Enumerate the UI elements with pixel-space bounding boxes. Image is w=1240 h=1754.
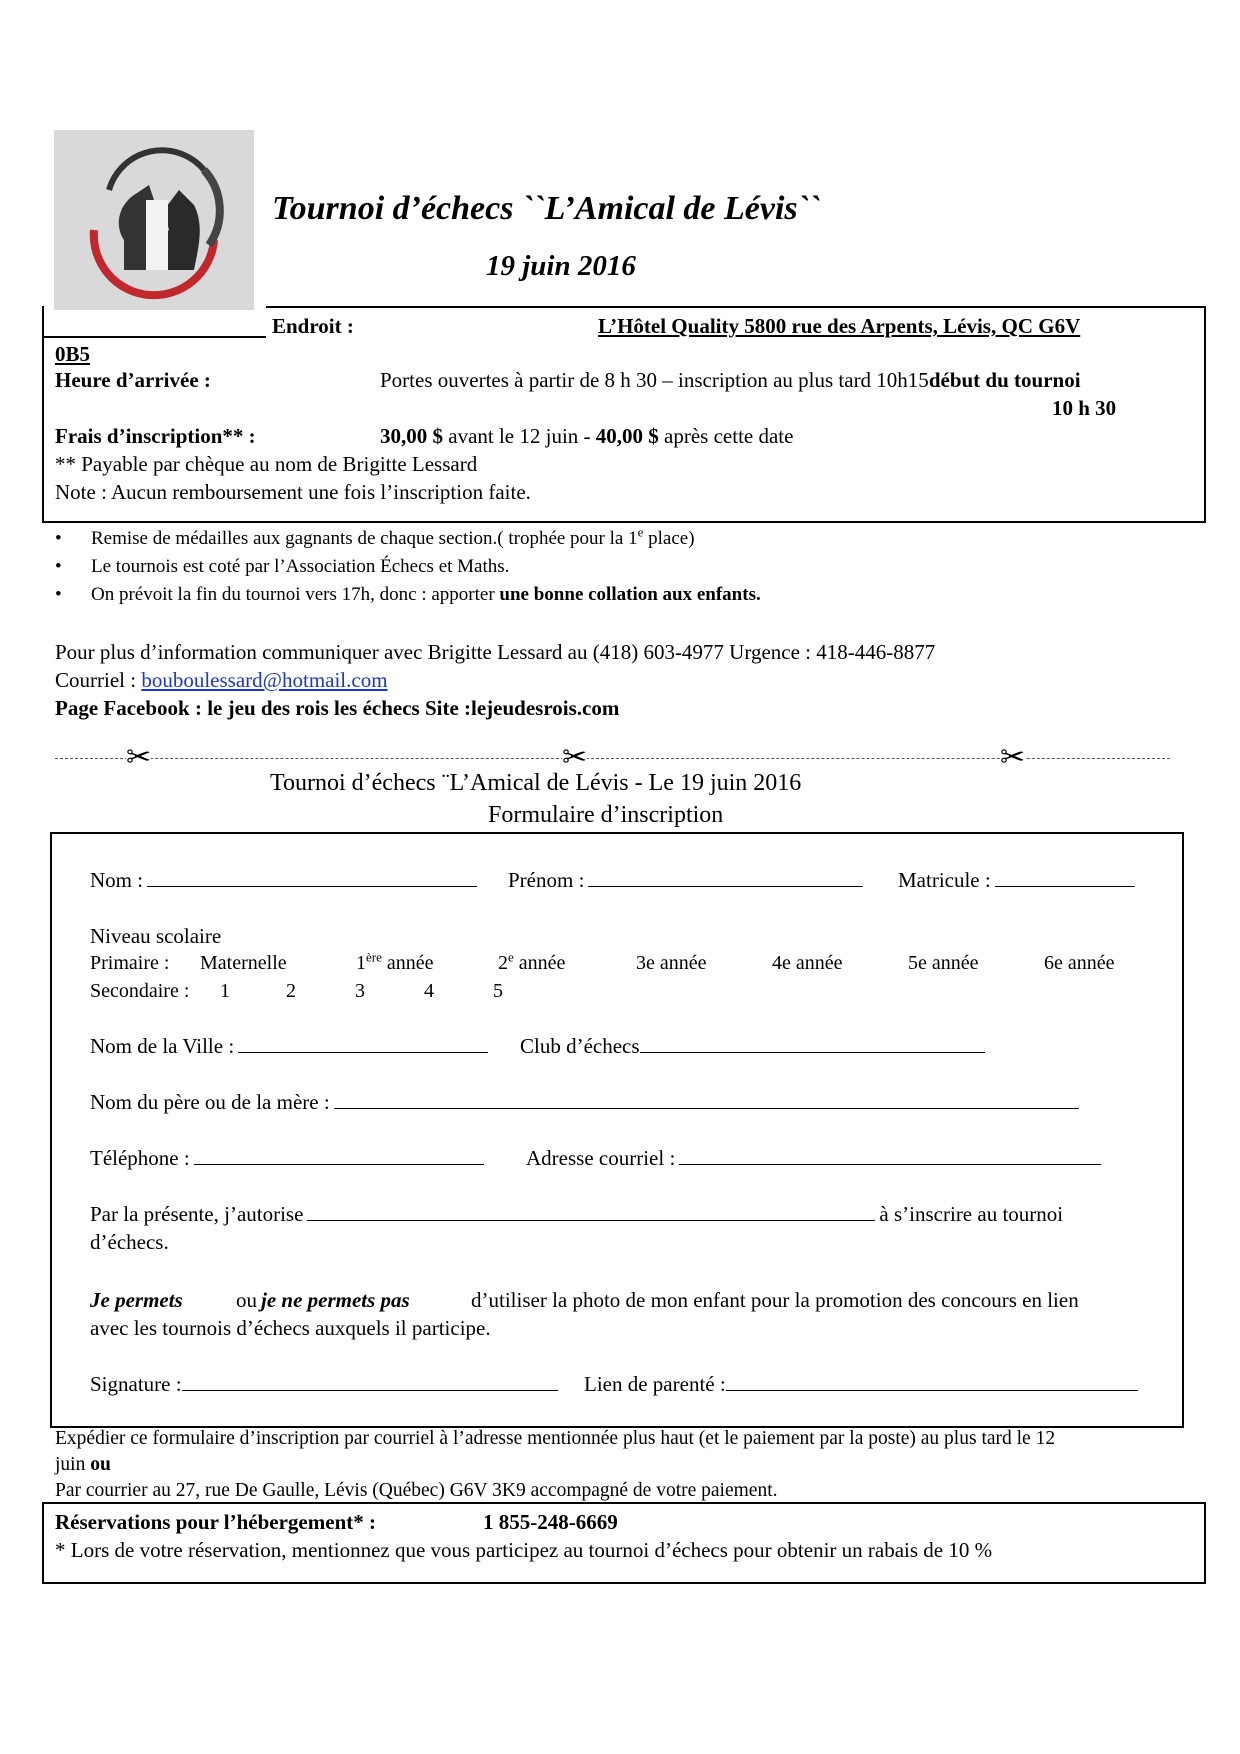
bullet-text: Remise de médailles aux gagnants de chaque section.( trophée pour la 1 xyxy=(91,528,638,549)
expedier-juin: juin xyxy=(55,1454,86,1475)
photo-consent xyxy=(90,1288,1079,1313)
expedier-continued xyxy=(55,1454,111,1476)
page-title: Tournoi d’échecs ``L’Amical de Lévis`` xyxy=(272,190,821,227)
arrivee-label: Heure d’arrivée : xyxy=(55,368,211,392)
scissors-icon: ✂ xyxy=(126,740,152,775)
nom-field[interactable] xyxy=(90,868,481,893)
lien-field[interactable] xyxy=(584,1372,1142,1397)
email-link[interactable]: bouboulessard@hotmail.com xyxy=(141,668,388,692)
option-secondaire-5[interactable]: 5 xyxy=(493,980,503,1002)
bullet-item xyxy=(55,556,509,578)
option-secondaire-3[interactable]: 3 xyxy=(355,980,365,1002)
contact-line: Pour plus d’information communiquer avec Brigitte Lessard au (418) 603-4977 Urgence : 418-446-8877 xyxy=(55,640,936,664)
matricule-label: Matricule : xyxy=(898,868,991,892)
prenom-label: Prénom : xyxy=(508,868,585,892)
form-subtitle: Formulaire d’inscription xyxy=(488,802,724,828)
arrivee-line xyxy=(380,368,1081,393)
frais-line xyxy=(380,424,793,449)
form-title: Tournoi d’échecs ¨L’Amical de Lévis - Le 19 juin 2016 xyxy=(270,770,802,796)
bullet-text: Le tournois est coté par l’Association Échecs et Maths. xyxy=(91,556,510,577)
autorise-end: à s’inscrire au tournoi xyxy=(879,1202,1064,1226)
club-field[interactable] xyxy=(520,1034,989,1059)
option-secondaire-4[interactable]: 4 xyxy=(424,980,434,1002)
option-6e-annee[interactable]: 6e année xyxy=(1044,952,1115,974)
bullet-item xyxy=(55,524,695,550)
reservation-line xyxy=(55,1510,618,1535)
reservation-note: * Lors de votre réservation, mentionnez que vous participez au tournoi d’échecs pour obtenir un rabais de 10 % xyxy=(55,1538,993,1562)
facebook-line: Page Facebook : le jeu des rois les échecs Site :lejeudesrois.com xyxy=(55,696,620,720)
option-maternelle[interactable]: Maternelle xyxy=(200,952,287,974)
photo-text: d’utiliser la photo de mon enfant pour la promotion des concours en lien xyxy=(471,1288,1079,1312)
annee-text: année xyxy=(381,952,434,974)
email-line xyxy=(55,668,388,693)
parent-field[interactable] xyxy=(90,1090,1083,1115)
option-je-ne-permets-pas[interactable]: je ne permets pas xyxy=(261,1288,410,1312)
photo-continued: avec les tournois d’échecs auxquels il participe. xyxy=(90,1316,491,1340)
option-5e-annee[interactable]: 5e année xyxy=(908,952,979,974)
bullet-sup: e xyxy=(637,524,644,540)
annee-sup: ère xyxy=(366,949,382,965)
annee-number: 2 xyxy=(498,952,508,974)
matricule-field[interactable] xyxy=(898,868,1139,893)
annee-number: 1 xyxy=(356,952,366,974)
ville-label: Nom de la Ville : xyxy=(90,1034,235,1058)
bullet-icon: • xyxy=(55,528,62,549)
option-2e-annee[interactable] xyxy=(498,949,566,975)
frais-price2: 40,00 $ xyxy=(595,424,659,448)
refund-note: Note : Aucun remboursement une fois l’inscription faite. xyxy=(55,480,531,504)
option-1ere-annee[interactable] xyxy=(356,949,434,975)
expedier-line: Expédier ce formulaire d’inscription par courriel à l’adresse mentionnée plus haut (et le paiement par la poste) au plus tard le 12 xyxy=(55,1428,1056,1449)
ou-label: ou xyxy=(236,1288,257,1312)
option-secondaire-1[interactable]: 1 xyxy=(220,980,230,1002)
adresse-field[interactable] xyxy=(526,1146,1105,1171)
info-box-top-border-left xyxy=(42,336,266,338)
endroit-value: L’Hôtel Quality 5800 rue des Arpents, Lévis, QC G6V xyxy=(598,314,1081,338)
nom-label: Nom : xyxy=(90,868,144,892)
autorise-field[interactable] xyxy=(90,1202,1063,1227)
bullet-end: place) xyxy=(643,528,695,549)
option-secondaire-2[interactable]: 2 xyxy=(286,980,296,1002)
tournament-date: 19 juin 2016 xyxy=(486,250,636,282)
endroit-label: Endroit : xyxy=(272,314,354,338)
bullet-text: On prévoit la fin du tournoi vers 17h, donc : apporter xyxy=(91,584,500,605)
parent-label: Nom du père ou de la mère : xyxy=(90,1090,330,1114)
reservation-label: Réservations pour l’hébergement* : xyxy=(55,1510,376,1534)
autorise-label: Par la présente, j’autorise xyxy=(90,1202,304,1226)
frais-text1: avant le 12 juin - xyxy=(448,424,591,448)
arrivee-time: 10 h 30 xyxy=(1052,396,1117,420)
signature-field[interactable] xyxy=(90,1372,562,1397)
autorise-continued: d’échecs. xyxy=(90,1230,169,1254)
annee-sup: e xyxy=(508,949,514,965)
frais-text2: après cette date xyxy=(664,424,794,448)
reservation-phone: 1 855-248-6669 xyxy=(483,1510,618,1534)
courrier-line: Par courrier au 27, rue De Gaulle, Lévis (Québec) G6V 3K9 accompagné de votre paiement. xyxy=(55,1480,778,1501)
courriel-label: Courriel : xyxy=(55,668,142,692)
info-box-top-border xyxy=(266,306,1204,308)
scissors-icon: ✂ xyxy=(562,740,588,775)
endroit-continued: 0B5 xyxy=(55,342,91,366)
niveau-label: Niveau scolaire xyxy=(90,924,222,948)
option-je-permets[interactable]: Je permets xyxy=(90,1288,183,1312)
chess-knight-logo-icon xyxy=(54,130,254,310)
bullet-bold: une bonne collation aux enfants. xyxy=(499,584,761,605)
expedier-ou: ou xyxy=(90,1454,111,1475)
arrivee-bold: début du tournoi xyxy=(928,368,1081,392)
logo xyxy=(54,130,254,310)
lien-label: Lien de parenté : xyxy=(584,1372,726,1396)
frais-label: Frais d’inscription** : xyxy=(55,424,256,448)
option-3e-annee[interactable]: 3e année xyxy=(636,952,707,974)
arrivee-text: Portes ouvertes à partir de 8 h 30 – inscription au plus tard 10h15 xyxy=(380,368,929,392)
ville-field[interactable] xyxy=(90,1034,488,1059)
bullet-icon: • xyxy=(55,584,62,605)
signature-label: Signature : xyxy=(90,1372,182,1396)
frais-price1: 30,00 $ xyxy=(380,424,443,448)
option-4e-annee[interactable]: 4e année xyxy=(772,952,843,974)
telephone-field[interactable] xyxy=(90,1146,488,1171)
bullet-icon: • xyxy=(55,556,62,577)
telephone-label: Téléphone : xyxy=(90,1146,190,1170)
club-label: Club d’échecs xyxy=(520,1034,640,1058)
annee-text: année xyxy=(513,952,566,974)
adresse-label: Adresse courriel : xyxy=(526,1146,676,1170)
secondaire-label: Secondaire : xyxy=(90,980,190,1002)
primaire-label: Primaire : xyxy=(90,952,170,974)
prenom-field[interactable] xyxy=(508,868,867,893)
payable-note: ** Payable par chèque au nom de Brigitte Lessard xyxy=(55,452,478,476)
bullet-item xyxy=(55,584,761,606)
scissors-icon: ✂ xyxy=(1000,740,1026,775)
